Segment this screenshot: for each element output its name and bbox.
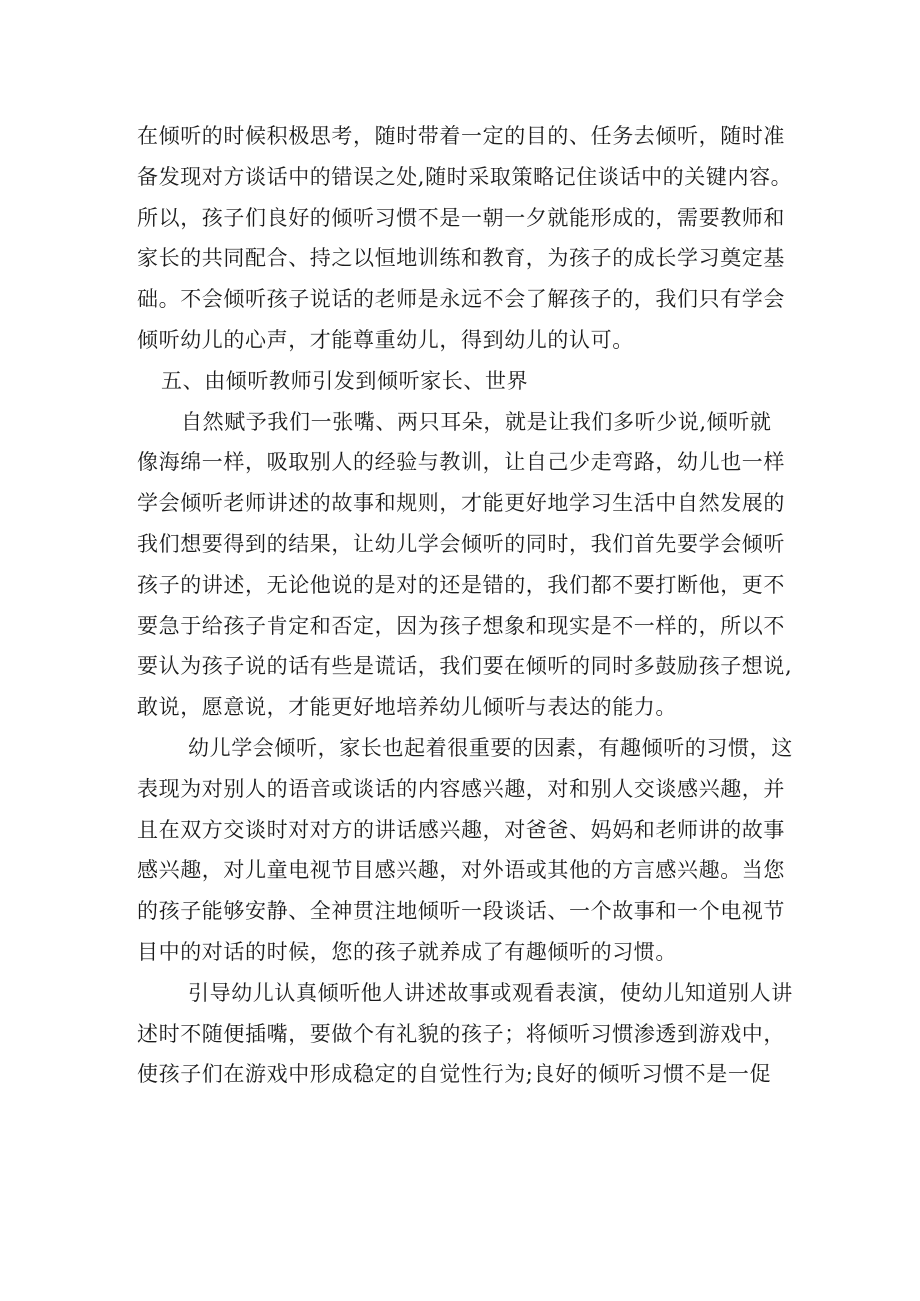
text-line: 像海绵一样，吸取别人的经验与教训，让自己少走弯路，幼儿也一样 (137, 450, 785, 475)
text-line: 目中的对话的时候，您的孩子就养成了有趣倾听的习惯。 (137, 939, 677, 964)
text-line: 表现为对别人的语音或谈话的内容感兴趣，对和别人交谈感兴趣，并 (137, 776, 785, 801)
text-line: 学会倾听老师讲述的故事和规则，才能更好地学习生活中自然发展的 (137, 491, 785, 516)
text-line: 倾听幼儿的心声，才能尊重幼儿，得到幼儿的认可。 (137, 327, 634, 352)
text-line: 引导幼儿认真倾听他人讲述故事或观看表演，使幼儿知道别人讲 (188, 980, 793, 1005)
section-heading-text: 五、由倾听教师引发到倾听家长、世界 (161, 368, 529, 393)
paragraph-listening-nature (137, 402, 797, 728)
text-line: 备发现对方谈话中的错误之处,随时采取策略记住谈话中的关键内容。 (137, 164, 793, 189)
text-line: 使孩子们在游戏中形成稳定的自觉性行为;良好的倾听习惯不是一促 (137, 1062, 772, 1087)
text-line: 的孩子能够安静、全神贯注地倾听一段谈话、一个故事和一个电视节 (137, 899, 785, 924)
text-line: 且在双方交谈时对对方的讲话感兴趣，对爸爸、妈妈和老师讲的故事 (137, 817, 785, 842)
document-body (137, 116, 797, 1095)
text-line: 自然赋予我们一张嘴、两只耳朵，就是让我们多听少说,倾听就 (181, 409, 772, 434)
text-line: 孩子的讲述，无论他说的是对的还是错的，我们都不要打断他，更不 (137, 572, 785, 597)
text-line: 敢说，愿意说，才能更好地培养幼儿倾听与表达的能力。 (137, 695, 677, 720)
paragraph-conclusion (137, 116, 797, 361)
text-line: 所以，孩子们良好的倾听习惯不是一朝一夕就能形成的，需要教师和 (137, 205, 785, 230)
text-line: 述时不随便插嘴，要做个有礼貌的孩子；将倾听习惯渗透到游戏中， (137, 1021, 785, 1046)
paragraph-parents-role (137, 728, 797, 973)
paragraph-guiding-children (137, 973, 797, 1095)
section-heading (137, 361, 797, 402)
text-line: 我们想要得到的结果，让幼儿学会倾听的同时，我们首先要学会倾听 (137, 531, 785, 556)
text-line: 幼儿学会倾听，家长也起着很重要的因素，有趣倾听的习惯，这 (188, 735, 793, 760)
text-line: 在倾听的时候积极思考，随时带着一定的目的、任务去倾听，随时准 (137, 124, 785, 148)
text-line: 要认为孩子说的话有些是谎话，我们要在倾听的同时多鼓励孩子想说, (137, 654, 793, 679)
text-line: 感兴趣，对儿童电视节目感兴趣，对外语或其他的方言感兴趣。当您 (137, 858, 785, 883)
text-line: 家长的共同配合、持之以恒地训练和教育，为孩子的成长学习奠定基 (137, 246, 785, 271)
text-line: 要急于给孩子肯定和否定，因为孩子想象和现实是不一样的，所以不 (137, 613, 785, 638)
text-line: 础。不会倾听孩子说话的老师是永远不会了解孩子的，我们只有学会 (137, 287, 785, 312)
